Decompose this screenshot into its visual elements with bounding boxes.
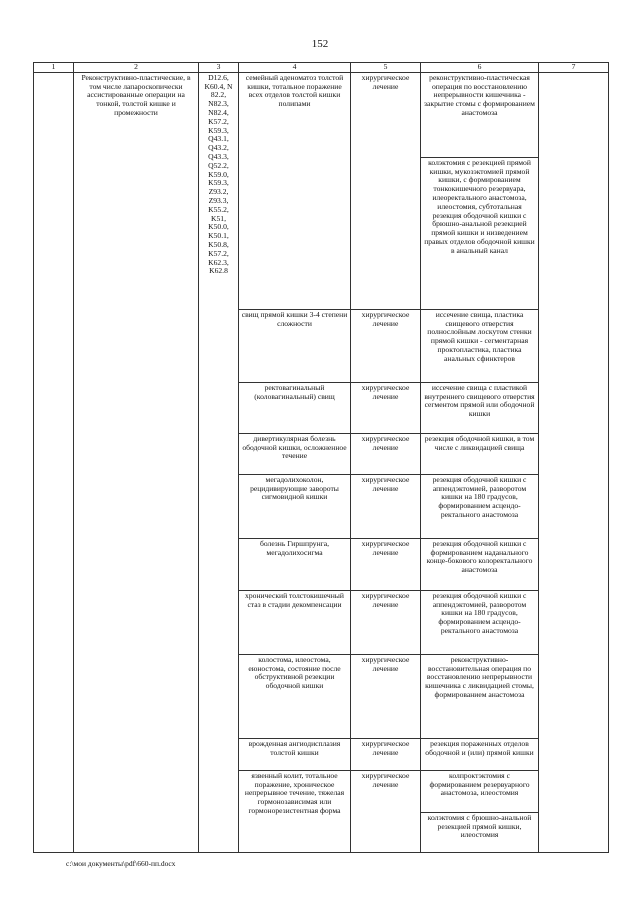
disease-cell: свищ прямой кишки 3-4 степени сложности xyxy=(239,309,351,382)
disease-cell: болезнь Гиршпрунга, мегадолихосигма xyxy=(239,538,351,590)
icd-codes: D12.6, K60.4, N 82.2, N82.3, N82.4, K57.2, K59.3, Q43.1, Q43.2, Q43.3, Q52.2, K59.0, K59.3, Z93.2, Z93.3, K55.2, K51, K50.0, K50.1, K50.8, K57.2, K62.3, K62.8 xyxy=(199,72,239,852)
method-cell: колпроктэктомия с формированием резервуарного анастомоза, илеостомия xyxy=(421,770,539,812)
header-row xyxy=(34,63,609,73)
method-cell: иссечение свища с пластикой внутреннего свищевого отверстия сегментом прямой или ободочной кишки xyxy=(421,382,539,433)
method-cell: иссечение свища, пластика свищевого отверстия полнослойным лоскутом стенки прямой кишки - сегментарная проктопластика, пластика анальных сфинктеров xyxy=(421,309,539,382)
method-cell: колэктомия с брюшно-анальной резекцией прямой кишки, илеостомия xyxy=(421,812,539,852)
column-header: 1 xyxy=(34,63,74,73)
treatment-cell: хирургическое лечение xyxy=(351,309,421,382)
method-cell: резекция пораженных отделов ободочной и (или) прямой кишки xyxy=(421,738,539,770)
method-cell: резекция ободочной кишки с формированием наданального конце-бокового колоректального анастомоза xyxy=(421,538,539,590)
disease-cell: ректовагинальный (коловагинальный) свищ xyxy=(239,382,351,433)
column-header: 6 xyxy=(421,63,539,73)
cell-cost xyxy=(539,72,609,852)
method-cell: реконструктивно-пластическая операция по восстановлению непрерывности кишечника - закрытие стомы с формированием анастомоза xyxy=(421,72,539,157)
treatment-cell: хирургическое лечение xyxy=(351,654,421,738)
disease-cell: язвенный колит, тотальное поражение, хроническое непрерывное течение, тяжелая гормонозависимая или гормонорезистентная форма xyxy=(239,770,351,852)
method-cell: колэктомия с резекцией прямой кишки, мукозэктомией прямой кишки, с формированием тонкокишечного резервуара, илеоректального анастомоза, илеостомия, субтотальная резекция ободочной кишки с брюшно-анальной резекцией прямой кишки и низведением правых отделов ободочной кишки в анальный канал xyxy=(421,157,539,309)
method-cell: резекция ободочной кишки, в том числе с ликвидацией свища xyxy=(421,433,539,474)
column-header: 3 xyxy=(199,63,239,73)
treatment-cell: хирургическое лечение xyxy=(351,72,421,309)
disease-cell: врожденная ангиодисплазия толстой кишки xyxy=(239,738,351,770)
treatment-cell: хирургическое лечение xyxy=(351,433,421,474)
disease-cell: семейный аденоматоз толстой кишки, тотальное поражение всех отделов толстой кишки полипами xyxy=(239,72,351,309)
method-cell: реконструктивно-восстановительная операция по восстановлению непрерывности кишечника с ликвидацией стомы, формированием анастомоза xyxy=(421,654,539,738)
treatment-cell: хирургическое лечение xyxy=(351,382,421,433)
table-row xyxy=(34,72,609,157)
column-header: 2 xyxy=(74,63,199,73)
treatment-cell: хирургическое лечение xyxy=(351,538,421,590)
treatment-cell: хирургическое лечение xyxy=(351,770,421,852)
treatment-cell: хирургическое лечение xyxy=(351,474,421,538)
column-header: 4 xyxy=(239,63,351,73)
disease-cell: колостома, илеостома, еюностома, состояние после обструктивной резекции ободочной кишки xyxy=(239,654,351,738)
page-number: 152 xyxy=(311,38,329,50)
column-header: 5 xyxy=(351,63,421,73)
treatment-cell: хирургическое лечение xyxy=(351,590,421,654)
disease-cell: хронический толстокишечный стаз в стадии декомпенсации xyxy=(239,590,351,654)
method-cell: резекция ободочной кишки с аппендэктомией, разворотом кишки на 180 градусов, формированием асцендо-ректального анастомоза xyxy=(421,474,539,538)
column-header: 7 xyxy=(539,63,609,73)
cell-number xyxy=(34,72,74,852)
method-cell: резекция ободочной кишки с аппендэктомией, разворотом кишки на 180 градусов, формированием асцендо-ректального анастомоза xyxy=(421,590,539,654)
disease-cell: дивертикулярная болезнь ободочной кишки, осложненное течение xyxy=(239,433,351,474)
file-path-footer: c:\мои документы\pdf\660-пп.docx xyxy=(66,859,176,868)
procedures-table xyxy=(33,62,609,853)
group-name: Реконструктивно-пластические, в том числе лапароскопически ассистированные операции на тонкой, толстой кишке и промежности xyxy=(74,72,199,852)
treatment-cell: хирургическое лечение xyxy=(351,738,421,770)
disease-cell: мегадолихоколон, рецидивирующие завороты сигмовидной кишки xyxy=(239,474,351,538)
